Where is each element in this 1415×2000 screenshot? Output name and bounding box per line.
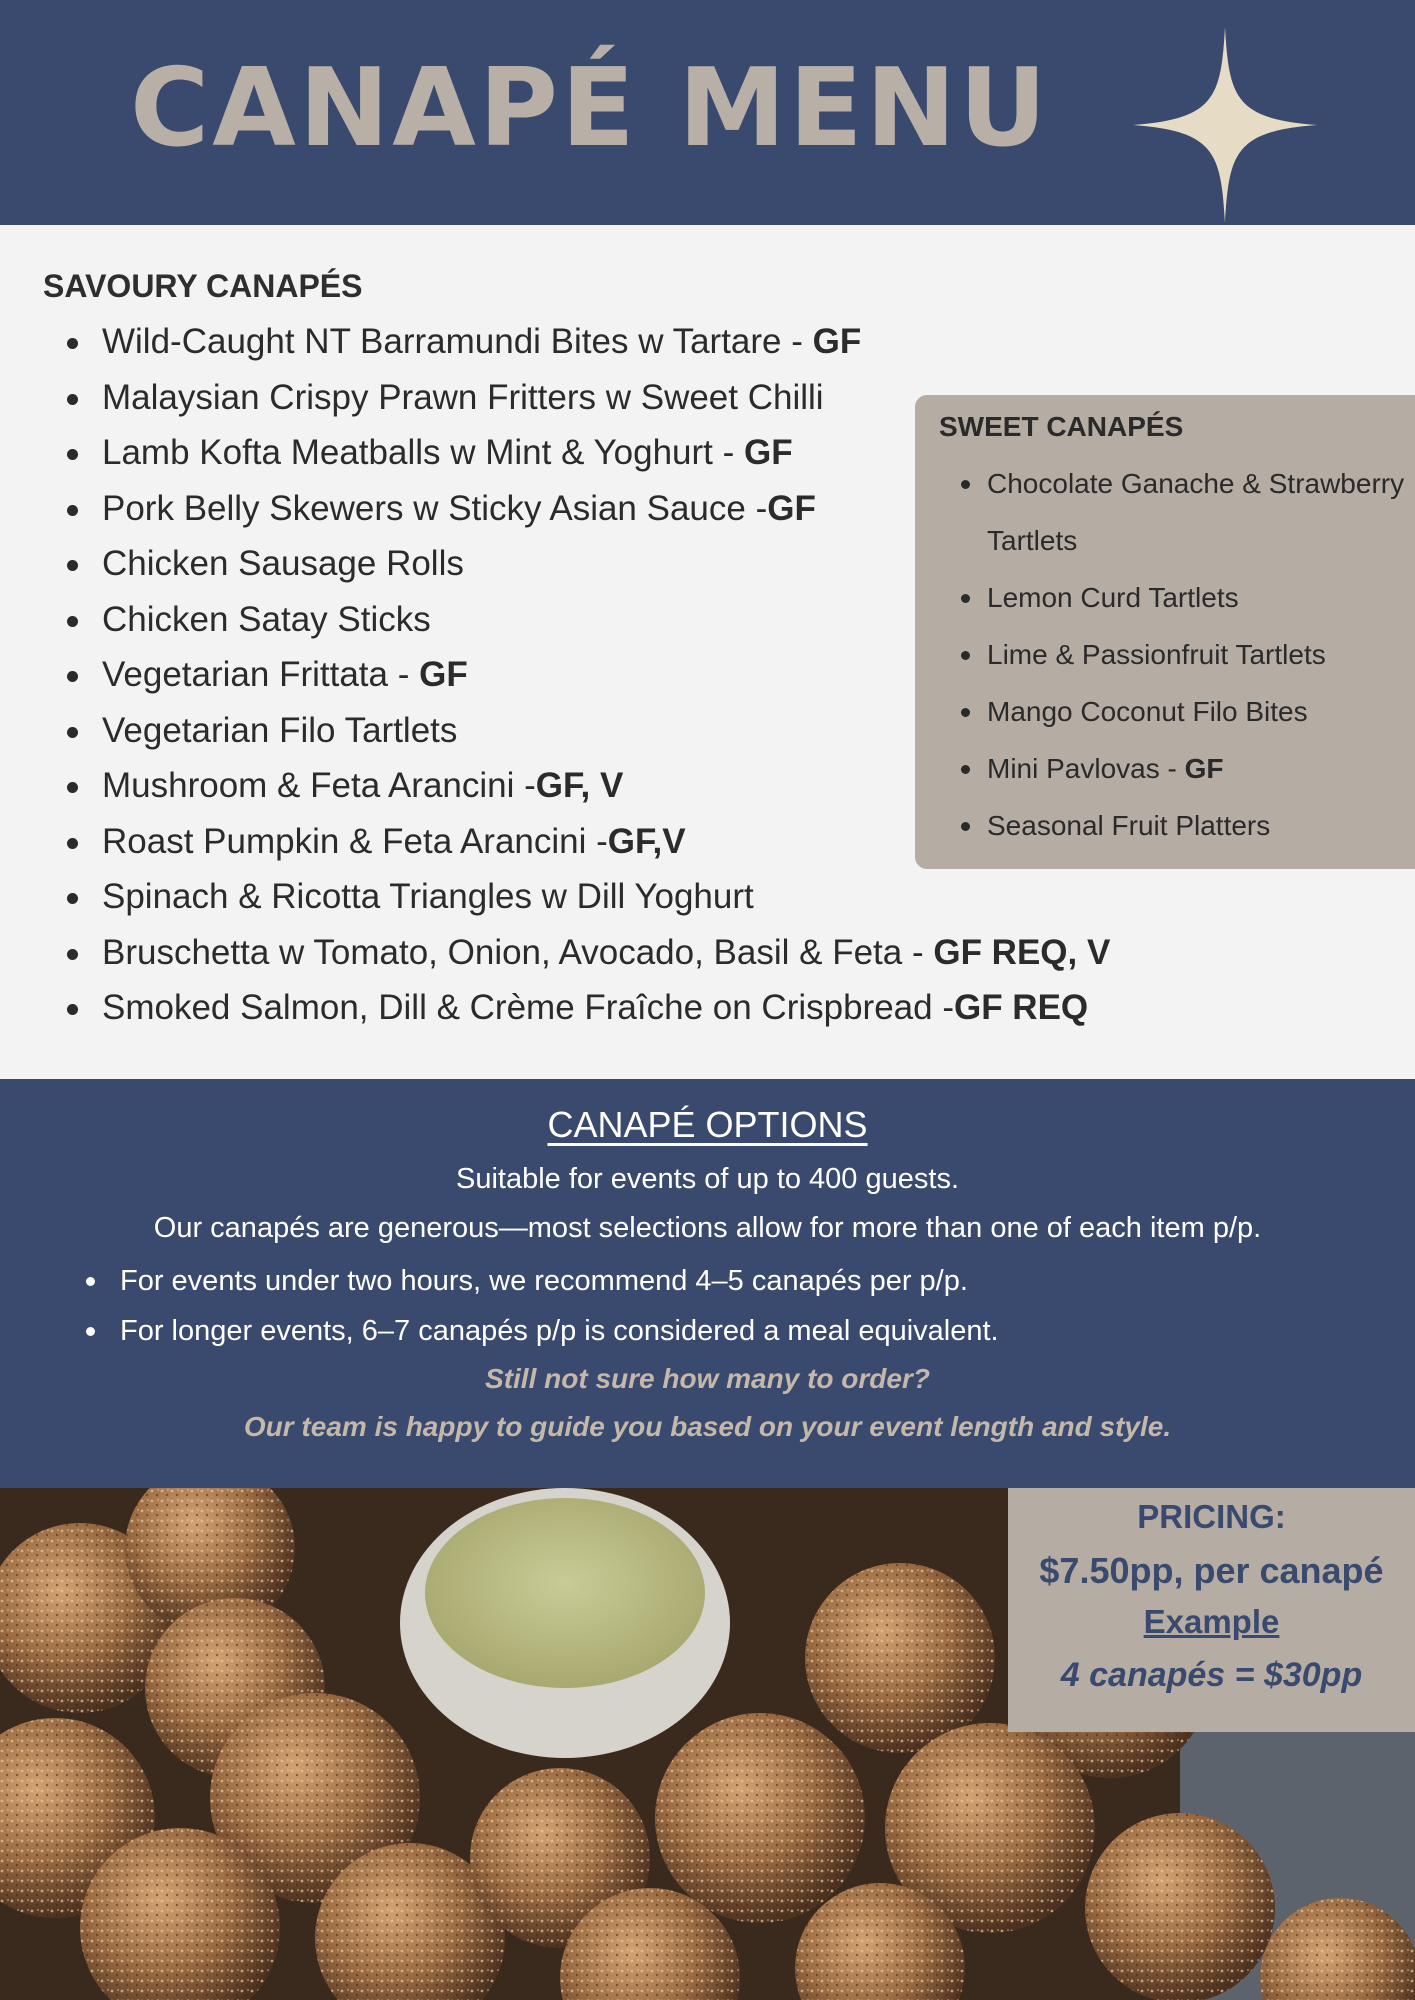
item-text: Bruschetta w Tomato, Onion, Avocado, Basil & Feta - [102, 932, 934, 972]
item-text: Vegetarian Frittata - [102, 655, 420, 694]
list-item [60, 869, 1180, 925]
item-text: Seasonal Fruit Platters [987, 810, 1271, 841]
dietary-tag: GF [744, 433, 793, 472]
savoury-title: SAVOURY CANAPÉS [43, 268, 363, 304]
sweet-title: SWEET CANAPÉS [939, 411, 1184, 442]
pricing-price: $7.50pp, per canapé [1039, 1550, 1384, 1591]
dietary-tag: GF [812, 322, 862, 361]
pricing-box [1008, 1488, 1415, 1732]
dietary-tag: GF REQ [953, 988, 1089, 1027]
item-text: Smoked Salmon, Dill & Crème Fraîche on Crispbread - [102, 988, 954, 1027]
dietary-tag: GF [419, 655, 468, 694]
item-text: Chicken Satay Sticks [102, 599, 431, 639]
options-capacity: Suitable for events of up to 400 guests. [456, 1163, 959, 1195]
item-text: Roast Pumpkin & Feta Arancini - [102, 821, 608, 861]
list-item [939, 740, 1409, 797]
item-text: Lamb Kofta Meatballs w Mint & Yoghurt - [102, 433, 744, 472]
item-text: Pork Belly Skewers w Sticky Asian Sauce - [102, 488, 768, 528]
list-item [60, 314, 1180, 370]
pricing-label: PRICING: [1137, 1498, 1286, 1535]
item-text: Lemon Curd Tartlets [987, 582, 1239, 613]
item-text: Wild-Caught NT Barramundi Bites w Tartare - [102, 322, 813, 361]
dietary-tag: GF [767, 488, 816, 528]
dietary-tag: GF, V [535, 766, 624, 805]
dietary-tag: GF REQ, V [933, 932, 1111, 972]
options-section [0, 1079, 1415, 1488]
list-item: For events under two hours, we recommend 4–5 canapés per p/p. [86, 1256, 1386, 1306]
list-item [939, 455, 1409, 569]
options-list [86, 1256, 1386, 1356]
dietary-tag: GF [1184, 753, 1224, 784]
sweet-panel [915, 395, 1415, 869]
item-text: Mango Coconut Filo Bites [987, 696, 1308, 727]
item-text: Mini Pavlovas - [987, 753, 1185, 784]
list-item [939, 569, 1409, 626]
item-text: Spinach & Ricotta Triangles w Dill Yoghurt [102, 877, 754, 916]
list-item [939, 683, 1409, 740]
list-item [939, 797, 1409, 854]
item-text: Vegetarian Filo Tartlets [102, 710, 458, 750]
item-text: Chicken Sausage Rolls [102, 544, 464, 583]
options-title: CANAPÉ OPTIONS [547, 1104, 868, 1145]
options-note-guide: Our team is happy to guide you based on your event length and style. [243, 1411, 1172, 1442]
item-text: Chocolate Ganache & Strawberry Tartlets [987, 468, 1405, 556]
list-item: For longer events, 6–7 canapés p/p is considered a meal equivalent. [86, 1306, 1386, 1356]
list-item [939, 626, 1409, 683]
item-text: Mushroom & Feta Arancini - [102, 766, 536, 805]
four-point-star-icon [1125, 25, 1325, 225]
sweet-list [939, 455, 1409, 854]
pricing-example-label: Example [1143, 1603, 1280, 1640]
options-generous: Our canapés are generous—most selections allow for more than one of each item p/p. [153, 1212, 1262, 1244]
item-text: Lime & Passionfruit Tartlets [987, 639, 1326, 670]
item-text: Malaysian Crispy Prawn Fritters w Sweet Chilli [102, 377, 824, 417]
pricing-example: 4 canapés = $30pp [1060, 1656, 1363, 1694]
header-banner [0, 0, 1415, 225]
list-item [60, 925, 1180, 981]
list-item [60, 980, 1180, 1036]
options-note-question: Still not sure how many to order? [485, 1363, 930, 1394]
dietary-tag: GF,V [607, 821, 686, 861]
menu-title: CANAPÉ MENU [130, 46, 1050, 171]
